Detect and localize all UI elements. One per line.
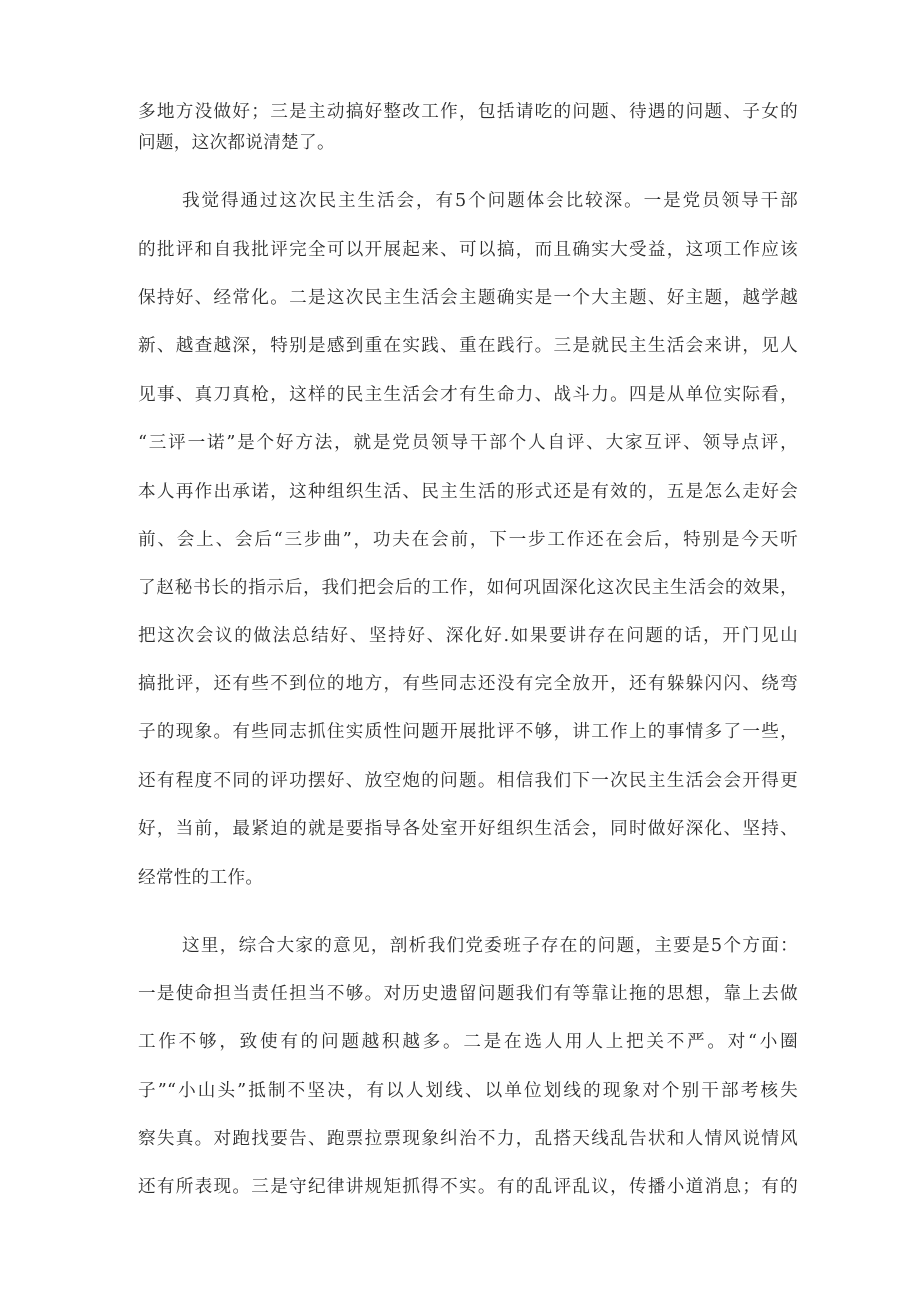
text-line: 察失真。对跑找要告、跑票拉票现象纠治不力，乱搭天线乱告状和人情风说情风 [138, 1129, 798, 1149]
text-line: 把这次会议的做法总结好、坚持好、深化好.如果要讲存在问题的话，开门见山 [138, 626, 798, 646]
text-line: 保持好、经常化。二是这次民主生活会主题确实是一个大主题、好主题，越学越 [138, 288, 798, 308]
text-line: 工作不够，致使有的问题越积越多。二是在选人用人上把关不严。对“小圈 [138, 1032, 798, 1052]
text-line: “三评一诺”是个好方法，就是党员领导干部个人自评、大家互评、领导点评， [138, 433, 798, 453]
text-line: 经常性的工作。 [138, 868, 264, 888]
text-line: 子”“小山头”抵制不坚决，有以人划线、以单位划线的现象对个别干部考核失 [138, 1081, 798, 1101]
text-line: 本人再作出承诺，这种组织生活、民主生活的形式还是有效的，五是怎么走好会 [138, 482, 798, 502]
text-line: 前、会上、会后“三步曲”，功夫在会前，下一步工作还在会后，特别是今天听 [138, 530, 798, 550]
text-line: 的批评和自我批评完全可以开展起来、可以搞，而且确实大受益，这项工作应该 [138, 240, 798, 260]
text-line: 一是使命担当责任担当不够。对历史遗留问题我们有等靠让拖的思想，靠上去做 [138, 984, 798, 1004]
text-line: 好，当前，最紧迫的就是要指导各处室开好组织生活会，同时做好深化、坚持、 [138, 819, 798, 839]
paragraph-first-line: 我觉得通过这次民主生活会，有5个问题体会比较深。一是党员领导干部 [182, 191, 798, 211]
text-line: 新、越查越深，特别是感到重在实践、重在践行。三是就民主生活会来讲，见人 [138, 336, 798, 356]
text-line: 还有所表现。三是守纪律讲规矩抓得不实。有的乱评乱议，传播小道消息；有的 [138, 1177, 798, 1197]
text-line: 还有程度不同的评功摆好、放空炮的问题。相信我们下一次民主生活会会开得更 [138, 771, 798, 791]
text-line: 了赵秘书长的指示后，我们把会后的工作，如何巩固深化这次民主生活会的效果， [138, 578, 798, 598]
text-line: 问题，这次都说清楚了。 [138, 133, 335, 153]
text-line: 搞批评，还有些不到位的地方，有些同志还没有完全放开，还有躲躲闪闪、绕弯 [138, 674, 798, 694]
paragraph-first-line: 这里，综合大家的意见，剖析我们党委班子存在的问题，主要是5个方面： [182, 936, 798, 956]
text-line: 多地方没做好；三是主动搞好整改工作，包括请吃的问题、待遇的问题、子女的 [138, 102, 798, 122]
text-line: 见事、真刀真枪，这样的民主生活会才有生命力、战斗力。四是从单位实际看， [138, 385, 798, 405]
text-line: 子的现象。有些同志抓住实质性问题开展批评不够，讲工作上的事情多了一些， [138, 722, 798, 742]
